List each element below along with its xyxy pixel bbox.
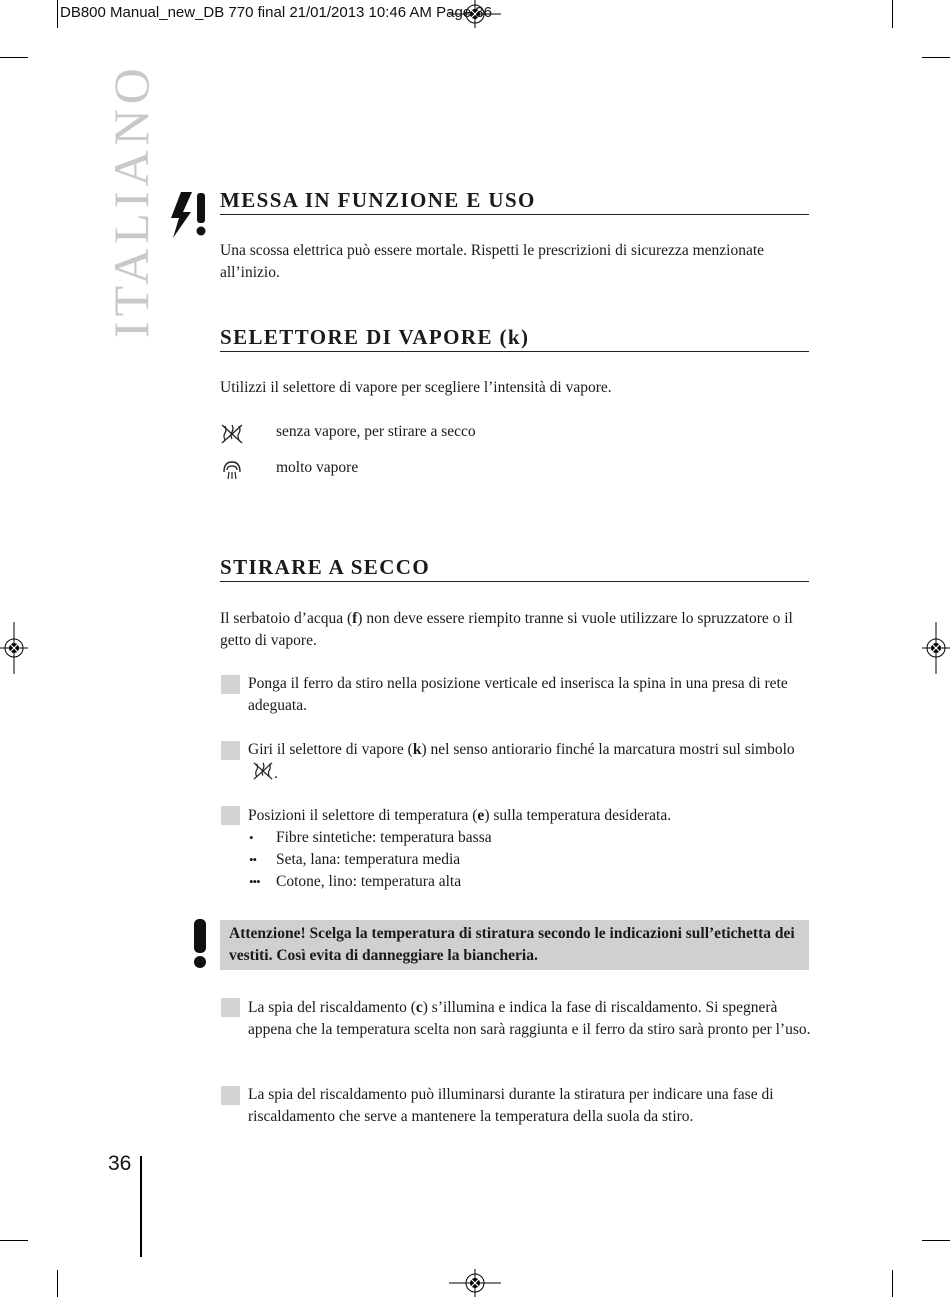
step-marker [221, 806, 240, 825]
step-marker [221, 1086, 240, 1105]
step-5: La spia del riscaldamento può illuminarsi durante la stiratura per indicare una fase di riscaldamento che serve a mantenere la temperatura della suola da stiro. [248, 1086, 774, 1125]
step-2: Giri il selettore di vapore (k) nel senso antiorario finché la marcatura mostri sul simbolo . [248, 741, 795, 782]
no-steam-icon [220, 423, 244, 445]
temperature-dots: • [249, 830, 253, 845]
temperature-dots: •• [249, 852, 257, 867]
crop-mark [922, 1240, 950, 1241]
no-steam-icon [252, 761, 274, 781]
step-3: Posizioni il selettore di temperatura (e) sulla temperatura desiderata. [248, 807, 672, 824]
step-4: La spia del riscaldamento (c) s’illumina e indica la fase di riscaldamento. Si spegnerà appena che la temperatura scelta non sarà raggiunta e il ferro da stiro sarà pronto per l’uso. [248, 999, 811, 1038]
crop-mark [922, 57, 950, 58]
page-number: 36 [108, 1152, 132, 1175]
print-slug: DB800 Manual_new_DB 770 final 21/01/2013 10:46 AM Page 36 [60, 4, 492, 21]
section-title-messa-in-funzione: MESSA IN FUNZIONE E USO [220, 187, 809, 215]
crop-mark [0, 1240, 28, 1241]
no-steam-label: senza vapore, per stirare a secco [276, 423, 476, 440]
temperature-dots: ••• [249, 874, 260, 889]
electric-shock-warning-icon [168, 190, 208, 242]
temperature-medium: Seta, lana: temperatura media [276, 851, 461, 868]
crop-mark [57, 0, 58, 28]
max-steam-label: molto vapore [276, 459, 359, 476]
registration-mark-icon [922, 622, 950, 674]
temperature-high: Cotone, lino: temperatura alta [276, 873, 462, 890]
crop-mark [892, 1270, 893, 1297]
step-marker [221, 998, 240, 1017]
registration-mark-icon [0, 622, 28, 674]
section-title-stirare-a-secco: STIRARE A SECCO [220, 554, 809, 582]
crop-mark [57, 1270, 58, 1297]
crop-mark [892, 0, 893, 28]
max-steam-icon [220, 459, 244, 481]
crop-mark [0, 57, 28, 58]
language-tab: ITALIANO [103, 63, 159, 338]
step-1: Ponga il ferro da stiro nella posizione verticale ed inserisca la spina in una presa di rete adeguata. [248, 675, 788, 714]
safety-paragraph: Una scossa elettrica può essere mortale. Rispetti le prescrizioni di sicurezza menzionate all’inizio. [220, 242, 765, 281]
section-title-selettore-vapore: SELETTORE DI VAPORE (k) [220, 324, 809, 352]
warning-text: Attenzione! Scelga la temperatura di stiratura secondo le indicazioni sull’etichetta dei vestiti. Così evita di danneggiare la biancheria. [229, 925, 795, 964]
page-number-rule [140, 1156, 142, 1257]
exclamation-warning-icon [190, 918, 210, 970]
registration-mark-icon [449, 1269, 501, 1297]
step-marker [221, 675, 240, 694]
steam-selector-intro: Utilizzi il selettore di vapore per scegliere l’intensità di vapore. [220, 379, 612, 396]
dry-ironing-intro: Il serbatoio d’acqua (f) non deve essere riempito tranne si vuole utilizzare lo spruzzatore o il getto di vapore. [220, 610, 793, 649]
temperature-low: Fibre sintetiche: temperatura bassa [276, 829, 492, 846]
step-marker [221, 741, 240, 760]
